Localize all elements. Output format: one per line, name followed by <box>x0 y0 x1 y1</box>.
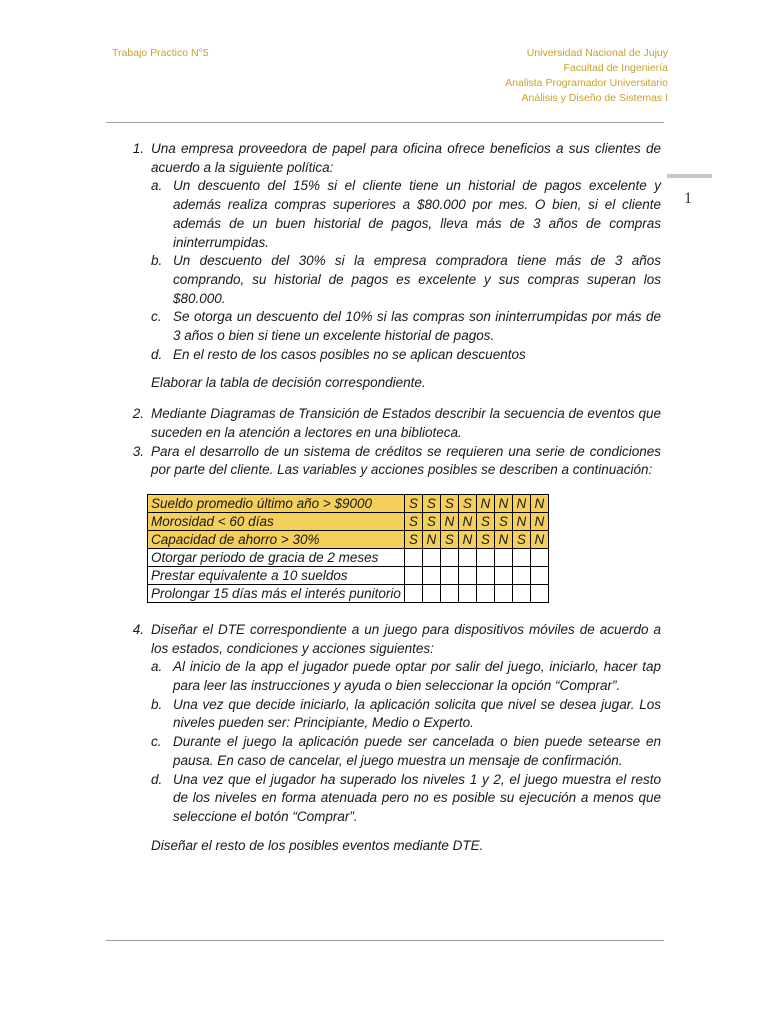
exercise-text: Para el desarrollo de un sistema de créditos se requieren una serie de condiciones por parte del cliente. Las variables y acciones posibles se describen a continuación: <box>151 443 661 478</box>
action-cell <box>458 566 476 584</box>
action-row <box>148 584 549 602</box>
sub-letter: d. <box>151 771 163 787</box>
action-cell <box>440 584 458 602</box>
footer-divider <box>106 940 664 941</box>
action-cell <box>422 548 440 566</box>
document-body <box>107 140 661 855</box>
condition-value: N <box>512 512 530 530</box>
action-cell <box>440 548 458 566</box>
condition-value: S <box>404 530 422 548</box>
action-label: Otorgar periodo de gracia de 2 meses <box>148 548 405 566</box>
action-cell <box>494 566 512 584</box>
exercise-text: Una empresa proveedora de papel para oficina ofrece beneficios a sus clientes de acuerdo a la siguiente política: <box>151 141 661 175</box>
condition-value: S <box>512 530 530 548</box>
sub-item <box>151 308 661 345</box>
condition-value: N <box>530 512 548 530</box>
action-row <box>148 566 549 584</box>
condition-value: N <box>512 494 530 512</box>
condition-value: N <box>458 512 476 530</box>
sub-text: Un descuento del 30% si la empresa compradora tiene más de 3 años comprando, su historial de pagos es excelente y sus compras superan los $80.000. <box>173 253 661 306</box>
condition-value: N <box>440 512 458 530</box>
condition-value: N <box>494 530 512 548</box>
header-divider <box>106 122 664 123</box>
action-label: Prestar equivalente a 10 sueldos <box>148 566 405 584</box>
action-cell <box>530 548 548 566</box>
header-subject: Análisis y Diseño de Sistemas I <box>521 92 668 104</box>
sub-text: Se otorga un descuento del 10% si las compras son ininterrumpidas por más de 3 años o bien si tiene un excelente historial de pagos. <box>173 309 661 344</box>
exercise-number: 2. <box>132 406 144 422</box>
action-cell <box>476 548 494 566</box>
action-row <box>148 548 549 566</box>
condition-value: N <box>494 494 512 512</box>
condition-label: Sueldo promedio último año > $9000 <box>148 494 405 512</box>
header-university: Universidad Nacional de Jujuy <box>526 47 668 59</box>
exercise-number: 1. <box>132 141 144 156</box>
action-cell <box>422 584 440 602</box>
action-cell <box>512 548 530 566</box>
condition-label: Capacidad de ahorro > 30% <box>148 530 405 548</box>
action-cell <box>494 584 512 602</box>
action-label: Prolongar 15 días más el interés punitorio <box>148 584 405 602</box>
condition-label: Morosidad < 60 días <box>148 512 405 530</box>
exercise-1 <box>107 140 661 364</box>
exercise-closing: Diseñar el resto de los posibles eventos mediante DTE. <box>151 837 484 853</box>
sub-text: Una vez que decide iniciarlo, la aplicación solicita que nivel se desea jugar. Los niveles pueden ser: Principiante, Medio o Experto. <box>173 696 661 731</box>
sub-item <box>151 252 661 308</box>
sub-item <box>151 696 661 733</box>
sub-letter: a. <box>151 178 163 194</box>
condition-value: N <box>530 530 548 548</box>
condition-row <box>148 494 549 512</box>
action-cell <box>476 566 494 584</box>
condition-value: N <box>476 494 494 512</box>
condition-value: S <box>440 494 458 512</box>
page-number: 1 <box>684 190 692 207</box>
condition-value: S <box>404 494 422 512</box>
condition-row <box>148 530 549 548</box>
sub-text: En el resto de los casos posibles no se aplican descuentos <box>173 346 526 362</box>
condition-value: N <box>422 530 440 548</box>
exercise-text: Mediante Diagramas de Transición de Estados describir la secuencia de eventos que suceden en la atención a lectores en una biblioteca. <box>151 406 661 440</box>
sub-letter: a. <box>151 659 163 675</box>
condition-value: S <box>404 512 422 530</box>
action-cell <box>404 584 422 602</box>
condition-value: S <box>422 494 440 512</box>
sub-item <box>151 658 661 695</box>
sub-letter: c. <box>151 734 162 750</box>
header-left: Trabajo Practico N°5 <box>112 47 209 59</box>
condition-row <box>148 512 549 530</box>
condition-value: S <box>440 530 458 548</box>
sub-item <box>151 177 661 252</box>
action-cell <box>530 566 548 584</box>
exercise-2 <box>107 405 661 442</box>
page-number-bar <box>667 174 712 178</box>
action-cell <box>494 548 512 566</box>
exercise-4 <box>107 621 661 827</box>
condition-value: S <box>422 512 440 530</box>
action-cell <box>404 548 422 566</box>
condition-value: S <box>476 512 494 530</box>
action-cell <box>530 584 548 602</box>
header-faculty: Facultad de Ingeniería <box>563 62 668 74</box>
condition-value: N <box>530 494 548 512</box>
header-career: Analista Programador Universitario <box>505 77 668 89</box>
exercise-closing: Elaborar la tabla de decisión correspondiente. <box>151 375 426 391</box>
sub-letter: b. <box>151 253 163 269</box>
condition-value: N <box>458 530 476 548</box>
sub-letter: b. <box>151 696 163 712</box>
exercise-text: Diseñar el DTE correspondiente a un juego para dispositivos móviles de acuerdo a los estados, condiciones y acciones siguientes: <box>151 621 661 656</box>
action-cell <box>404 566 422 584</box>
action-cell <box>440 566 458 584</box>
sub-text: Al inicio de la app el jugador puede optar por salir del juego, iniciarlo, hacer tap para leer las instrucciones y ayuda o bien seleccionar la opción “Comprar”. <box>173 659 661 694</box>
condition-value: S <box>476 530 494 548</box>
exercise-number: 4. <box>132 621 144 637</box>
action-cell <box>512 566 530 584</box>
action-cell <box>458 548 476 566</box>
action-cell <box>512 584 530 602</box>
condition-value: S <box>494 512 512 530</box>
sub-item <box>151 733 661 770</box>
exercise-3 <box>107 443 661 480</box>
exercise-number: 3. <box>132 443 144 459</box>
sub-letter: d. <box>151 346 163 362</box>
action-cell <box>476 584 494 602</box>
condition-value: S <box>458 494 476 512</box>
sub-text: Una vez que el jugador ha superado los niveles 1 y 2, el juego muestra el resto de los niveles en forma atenuada pero no es posible su ejecución a menos que seleccione el botón “Comprar”. <box>173 771 661 824</box>
action-cell <box>422 566 440 584</box>
action-cell <box>458 584 476 602</box>
sub-item <box>151 346 661 365</box>
header-right <box>505 46 668 106</box>
decision-table <box>147 494 549 603</box>
sub-text: Durante el juego la aplicación puede ser cancelada o bien puede setearse en pausa. En caso de cancelar, el juego muestra un mensaje de confirmación. <box>173 734 661 768</box>
sub-item <box>151 771 661 827</box>
sub-text: Un descuento del 15% si el cliente tiene un historial de pagos excelente y además realiza compras superiores a $80.000 por mes. O bien, si el cliente además de un buen historial de pagos, lleva más de 3 años de compras ininterrumpidas. <box>173 178 661 250</box>
sub-letter: c. <box>151 309 162 325</box>
